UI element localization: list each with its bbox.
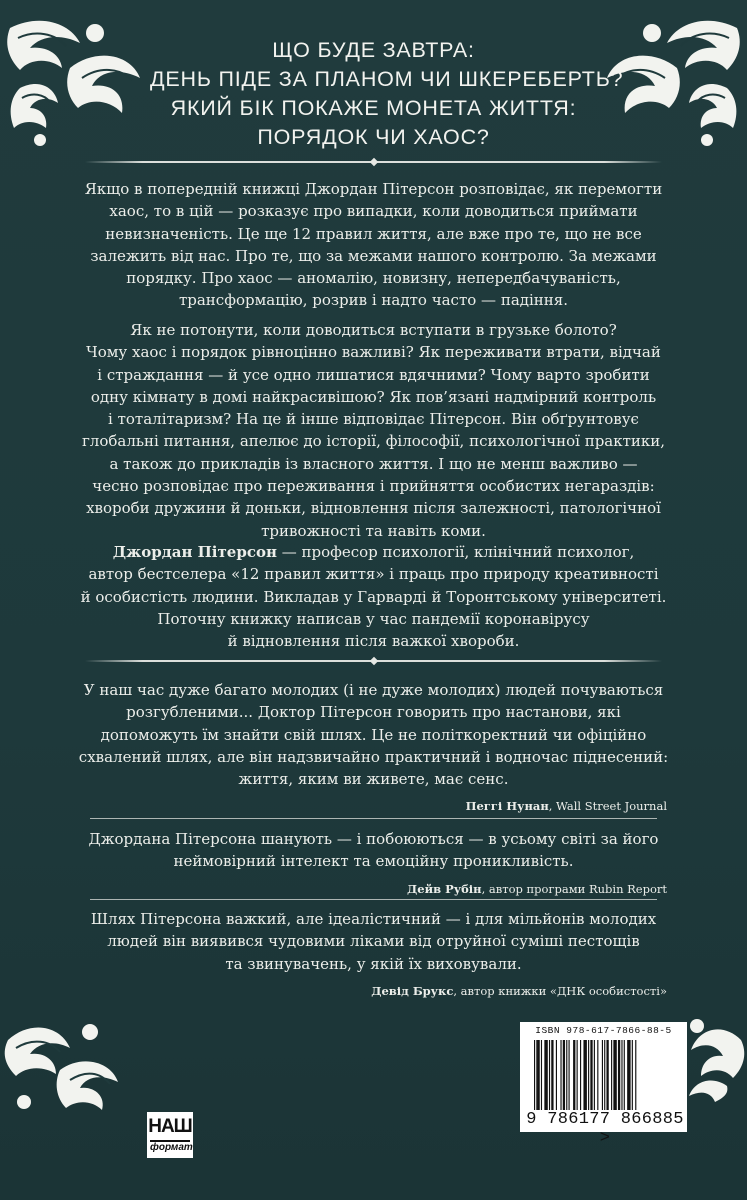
text-line: й особистість людини. Викладав у Гарварді й Торонтському університеті. [80,587,667,606]
reviewer-source: , автор програми Rubin Report [481,881,667,896]
text-line: і тоталітаризм? На це й інше відповідає Пітерсон. Він обґрунтовує [108,410,639,429]
logo-line: формат [150,1142,193,1153]
isbn-barcode [520,1022,687,1148]
publisher-logo [147,1112,193,1158]
text-line: Якщо в попередній книжці Джордан Пітерсон розповідає, як перемогти [84,180,663,198]
quote-attribution [60,798,687,814]
text-line: Чому хаос і порядок рівноцінно важливі? Як переживати втрати, відчай [86,343,661,362]
cover-heading [150,36,624,152]
author-bio [60,541,687,652]
quote-line: У наш час дуже багато молодих (і не дуже молодих) людей почуваються [83,681,664,699]
text-line: залежить від нас. Про те, що за межами нашого контролю. За межами [90,246,657,265]
text-line: Поточну книжку написав у час пандемії коронавірусу [157,609,590,628]
text-line [60,541,687,563]
flourish-ornament-icon [677,1010,747,1120]
text-line: Як не потонути, коли доводиться вступати в грузьке болото? [130,321,617,339]
review-quote [60,828,687,897]
flourish-ornament-icon [0,8,150,148]
intro-paragraph [60,178,687,312]
quote-line: розгубленими... Доктор Пітерсон говорить про настанови, які [126,703,621,722]
quote-line: життя, яким ви живете, має сенс. [238,770,509,789]
review-quote [60,679,687,814]
text-line: і страждання — й усе одно лишатися вдячними? Чому варто зробити [97,365,650,384]
text-line: трансформацію, розрив і надто часто — падіння. [178,291,569,310]
quote-separator [90,818,657,819]
heading-line: ПОРЯДОК ЧИ ХАОС? [257,125,490,149]
author-bio-start: — професор психології, клінічний психолог, [276,543,635,561]
quote-line: та звинувачень, у якій їх виховували. [225,954,522,973]
quote-line: допоможуть їм знайти свій шлях. Це не політкоректний чи офіційно [100,725,647,744]
barcode-digits: 9 786177 866885 > [526,1110,684,1148]
text-line: глобальні питання, апелює до історії, філософії, психологічної практики, [81,432,666,451]
text-line: автор бестселера «12 правил життя» і праць про природу креативності [88,565,659,584]
text-line: тривожності та навіть коми. [261,521,486,540]
heading-line: ДЕНЬ ПІДЕ ЗА ПЛАНОМ ЧИ ШКЕРЕБЕРТЬ? [150,67,624,91]
barcode-bars-icon [530,1040,680,1110]
text-line: а також до прикладів із власного життя. І що не менш важливо — [109,454,638,473]
heading-line: ЯКИЙ БІК ПОКАЖЕ МОНЕТА ЖИТТЯ: [170,96,577,120]
review-quote [60,908,687,999]
decorative-rule [85,161,662,163]
quote-line: людей він виявився чудовими ліками від отруйної суміші пестощів [107,932,640,951]
reviewer-source: , автор книжки «ДНК особистості» [453,983,667,998]
heading-line: ЩО БУДЕ ЗАВТРА: [272,38,475,62]
quote-attribution [60,983,687,999]
flourish-ornament-icon [0,1010,130,1120]
quote-line: Шлях Пітерсона важкий, але ідеалістичний — і для мільйонів молодих [90,910,657,928]
text-line: чесно розповідає про переживання і прийняття особистих негараздів: [92,477,655,496]
text-line: хаос, то в цій — розказує про випадки, коли доводиться приймати [109,202,638,221]
quote-separator [90,899,657,900]
quote-line: Джордана Пітерсона шанують — і побоюються — в усьому світі за його [88,830,659,848]
text-line: порядку. Про хаос — аномалію, новизну, непередбачуваність, [126,269,621,288]
quote-line: неймовірний інтелект та емоційну проникливість. [173,852,574,871]
text-line: невизначеність. Це ще 12 правил життя, але вже про те, що не все [105,224,642,243]
logo-line: НАШ [148,1116,192,1137]
reviewer-name: Девід Брукс [371,983,454,998]
quote-attribution [60,881,687,897]
text-line: й відновлення після важкої хвороби. [227,632,520,651]
author-name: Джордан Пітерсон [112,543,277,561]
decorative-rule [85,660,662,662]
text-line: хвороби дружини й доньки, відновлення після залежності, патологічної [86,499,661,518]
questions-paragraph [60,319,687,542]
reviewer-source: , Wall Street Journal [548,799,667,814]
isbn-text: ISBN 978-617-7866-88-5 [535,1025,672,1036]
text-line: одну кімнату в домі найкрасивішою? Як пов’язані надмірний контроль [90,387,657,406]
quote-line: схвалений шлях, але він надзвичайно практичний і водночас піднесений: [78,747,669,766]
reviewer-name: Дейв Рубін [407,881,482,896]
reviewer-name: Пеггі Нунан [465,799,549,814]
